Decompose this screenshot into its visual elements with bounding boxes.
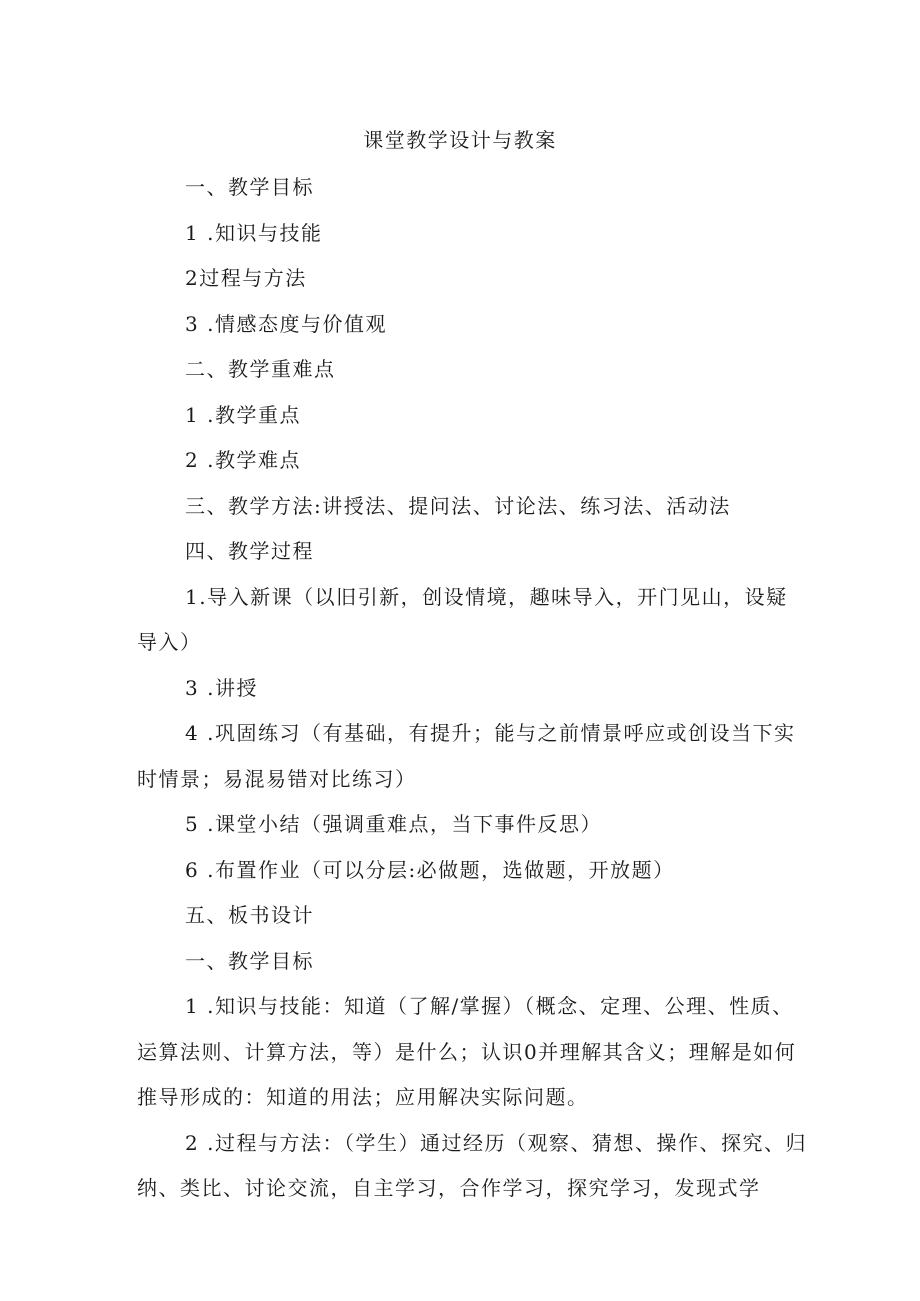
section-heading: 二、教学重难点 bbox=[185, 357, 336, 381]
document-title: 课堂教学设计与教案 bbox=[363, 128, 557, 152]
section-heading: 一、教学目标 bbox=[185, 948, 314, 973]
document-body bbox=[137, 165, 809, 1212]
subsection-item: 1.导入新课（以旧引新，创设情境，趣味导入，开门见山，设疑导入） bbox=[137, 584, 788, 654]
section-heading: 四、教学过程 bbox=[185, 539, 314, 563]
subsection-item: 6 .布置作业（可以分层:必做题，选做题，开放题） bbox=[185, 857, 675, 882]
subsection-item: 1 .教学重点 bbox=[185, 402, 301, 427]
subsection-item: 3 .情感态度与价值观 bbox=[185, 311, 387, 336]
subsection-item: 2 .教学难点 bbox=[185, 448, 301, 472]
section-heading: 一、教学目标 bbox=[185, 175, 314, 199]
body-paragraph: 2 .过程与方法：（学生）通过经历（观察、猜想、操作、探究、归纳、类比、讨论交流，自主学习，合作学习，探究学习，发现式学 bbox=[137, 1130, 807, 1200]
body-paragraph: 1 .知识与技能：知道（了解/掌握）（概念、定理、公理、性质、运算法则、计算方法，等）是什么；认识0并理解其含义；理解是如何推导形成的：知道的用法；应用解决实际问题。 bbox=[137, 994, 797, 1109]
section-heading: 三、教学方法:讲授法、提问法、讨论法、练习法、活动法 bbox=[185, 493, 731, 518]
subsection-item: 2过程与方法 bbox=[185, 266, 307, 290]
subsection-item: 1 .知识与技能 bbox=[185, 220, 323, 245]
section-heading: 五、板书设计 bbox=[185, 903, 314, 927]
subsection-item: 4 .巩固练习（有基础，有提升；能与之前情景呼应或创设当下实时情景；易混易错对比练习） bbox=[137, 721, 796, 791]
subsection-item: 3 .讲授 bbox=[185, 675, 258, 700]
subsection-item: 5 .课堂小结（强调重难点，当下事件反思） bbox=[185, 812, 602, 836]
